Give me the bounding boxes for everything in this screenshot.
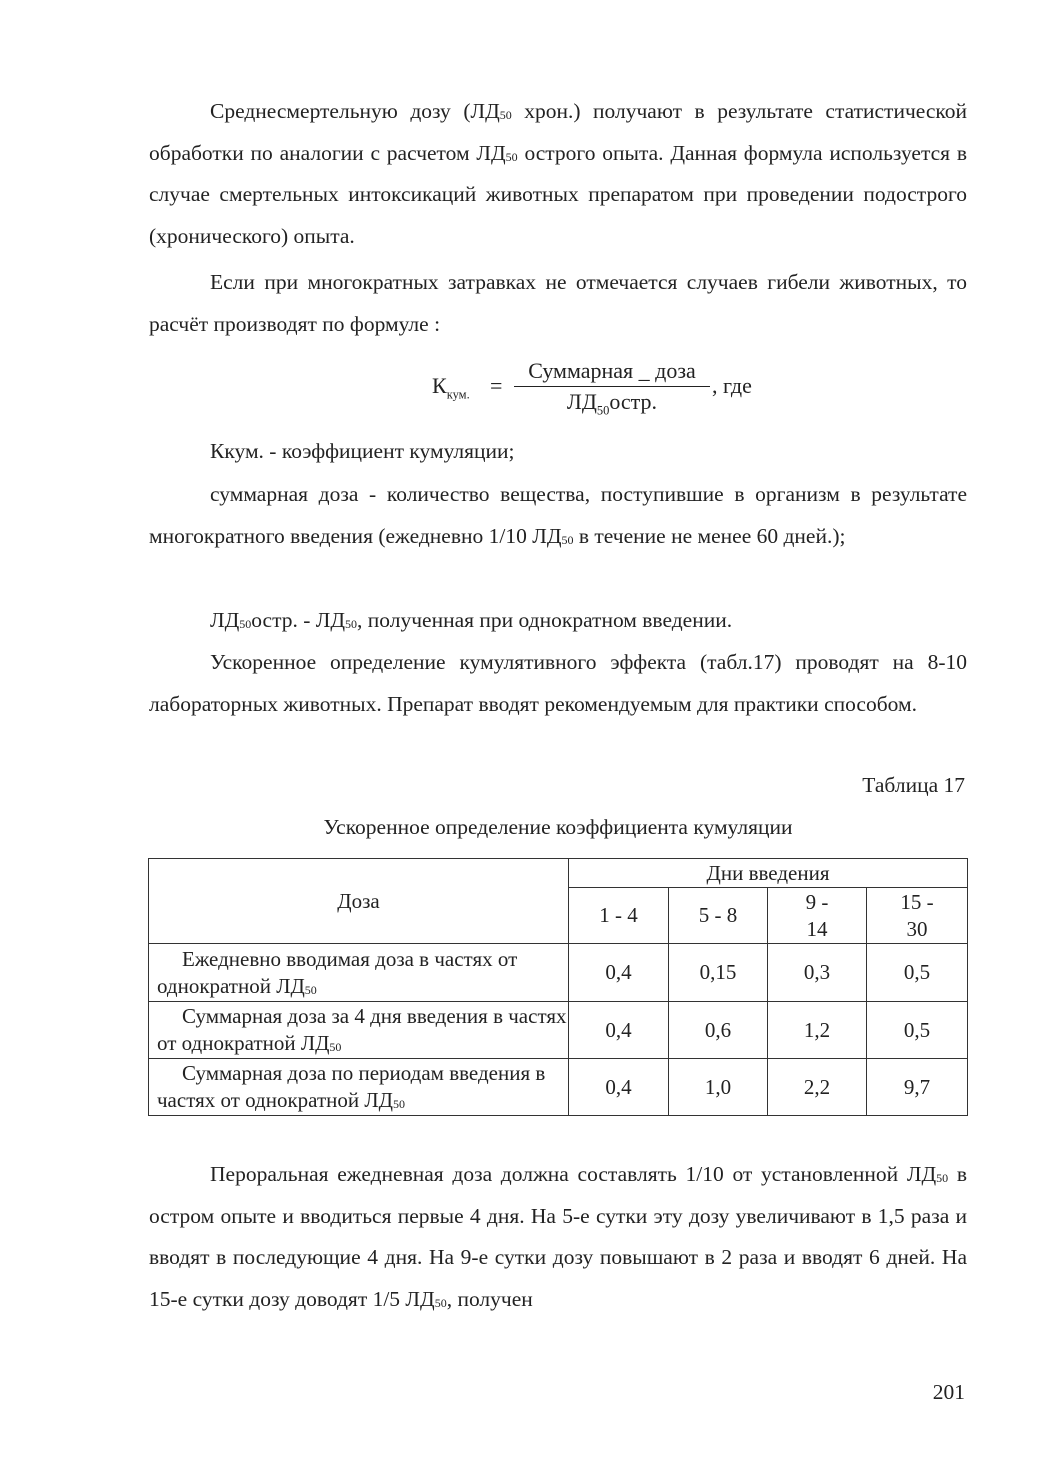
formula-lhs: $К_{кум.}$	[432, 373, 470, 402]
period-header: 15 - 30	[867, 888, 968, 944]
row-label: Ежедневно вводимая доза в частях от однократной $ЛД_{50}$	[149, 944, 569, 1002]
table-cell: 0,4	[569, 944, 669, 1002]
table-cell: 2,2	[768, 1059, 867, 1116]
table-cell: 9,7	[867, 1059, 968, 1116]
page-number: 201	[932, 1380, 965, 1404]
table-cell: 0,15	[669, 944, 768, 1002]
table-cell: 1,2	[768, 1002, 867, 1059]
paragraph-ld50-acute-definition: $ЛД_{50}остр$. - $ЛД_{50}$, полученная при однократном введении.	[210, 608, 733, 632]
formula-equals: =	[490, 373, 503, 398]
dose-header: Доза	[149, 859, 569, 944]
table-cell: 0,3	[768, 944, 867, 1002]
table-row	[149, 944, 968, 1002]
row-label: Суммарная доза за 4 дня введения в частях от однократной $ЛД_{50}$	[149, 1002, 569, 1059]
days-header: Дни введения	[569, 859, 968, 888]
row-label: Суммарная доза по периодам введения в частях от однократной $ЛД_{50}$	[149, 1059, 569, 1116]
formula-numerator: Суммарная _ доза	[528, 358, 696, 383]
formula-denominator: $ЛД_{50}остр$.	[566, 389, 658, 418]
paragraph-accelerated-method: Ускоренное определение кумулятивного эффекта (табл.17) проводят на 8-10 лабораторных животных. Препарат вводят рекомендуемым для практики способом.	[149, 650, 967, 716]
table-cell: 0,5	[867, 1002, 968, 1059]
table-cell: 0,4	[569, 1059, 669, 1116]
paragraph-ld50-chronic: Среднесмертельную дозу ($ЛД_{50}$ хрон.) получают в результате статистической обработки по аналогии с расчетом $ЛД_{50}$ острого опыта. Данная формула используется в случае смертельных интоксикаций животных препаратом при проведении подострого (хронического) опыта.	[149, 99, 967, 248]
table-cell: 1,0	[669, 1059, 768, 1116]
cumulation-formula	[432, 357, 762, 421]
cumulation-table	[148, 858, 968, 1116]
table-row	[149, 1002, 968, 1059]
paragraph-oral-dose: Пероральная ежедневная доза должна составлять 1/10 от установленной $ЛД_{50}$ в остром опыте и вводиться первые 4 дня. На 5-е сутки эту дозу увеличивают в 1,5 раза и вводят в последующие 4 дня. На 9-е сутки дозу повышают в 2 раза и вводят 6 дней. На 15-е сутки дозу доводят 1/5 $ЛД_{50}$, получен	[149, 1162, 967, 1311]
formula-fraction	[514, 357, 710, 417]
formula-tail: , где	[712, 373, 752, 398]
table-cell: 0,6	[669, 1002, 768, 1059]
period-header: 5 - 8	[669, 888, 768, 944]
paragraph-formula-intro: Если при многократных затравках не отмечается случаев гибели животных, то расчёт производят по формуле :	[149, 270, 967, 336]
paragraph-kcum-definition: Ккум. - коэффициент кумуляции;	[210, 439, 515, 463]
table-cell: 0,4	[569, 1002, 669, 1059]
table-row	[149, 1059, 968, 1116]
period-header: 9 - 14	[768, 888, 867, 944]
table-number: Таблица 17	[862, 773, 965, 797]
table-title: Ускоренное определение коэффициента кумуляции	[323, 815, 793, 839]
table-cell: 0,5	[867, 944, 968, 1002]
paragraph-total-dose-definition: суммарная доза - количество вещества, поступившие в организм в результате многократного введения (ежедневно 1/10 $ЛД_{50}$ в течение не менее 60 дней.);	[149, 482, 967, 548]
period-header: 1 - 4	[569, 888, 669, 944]
